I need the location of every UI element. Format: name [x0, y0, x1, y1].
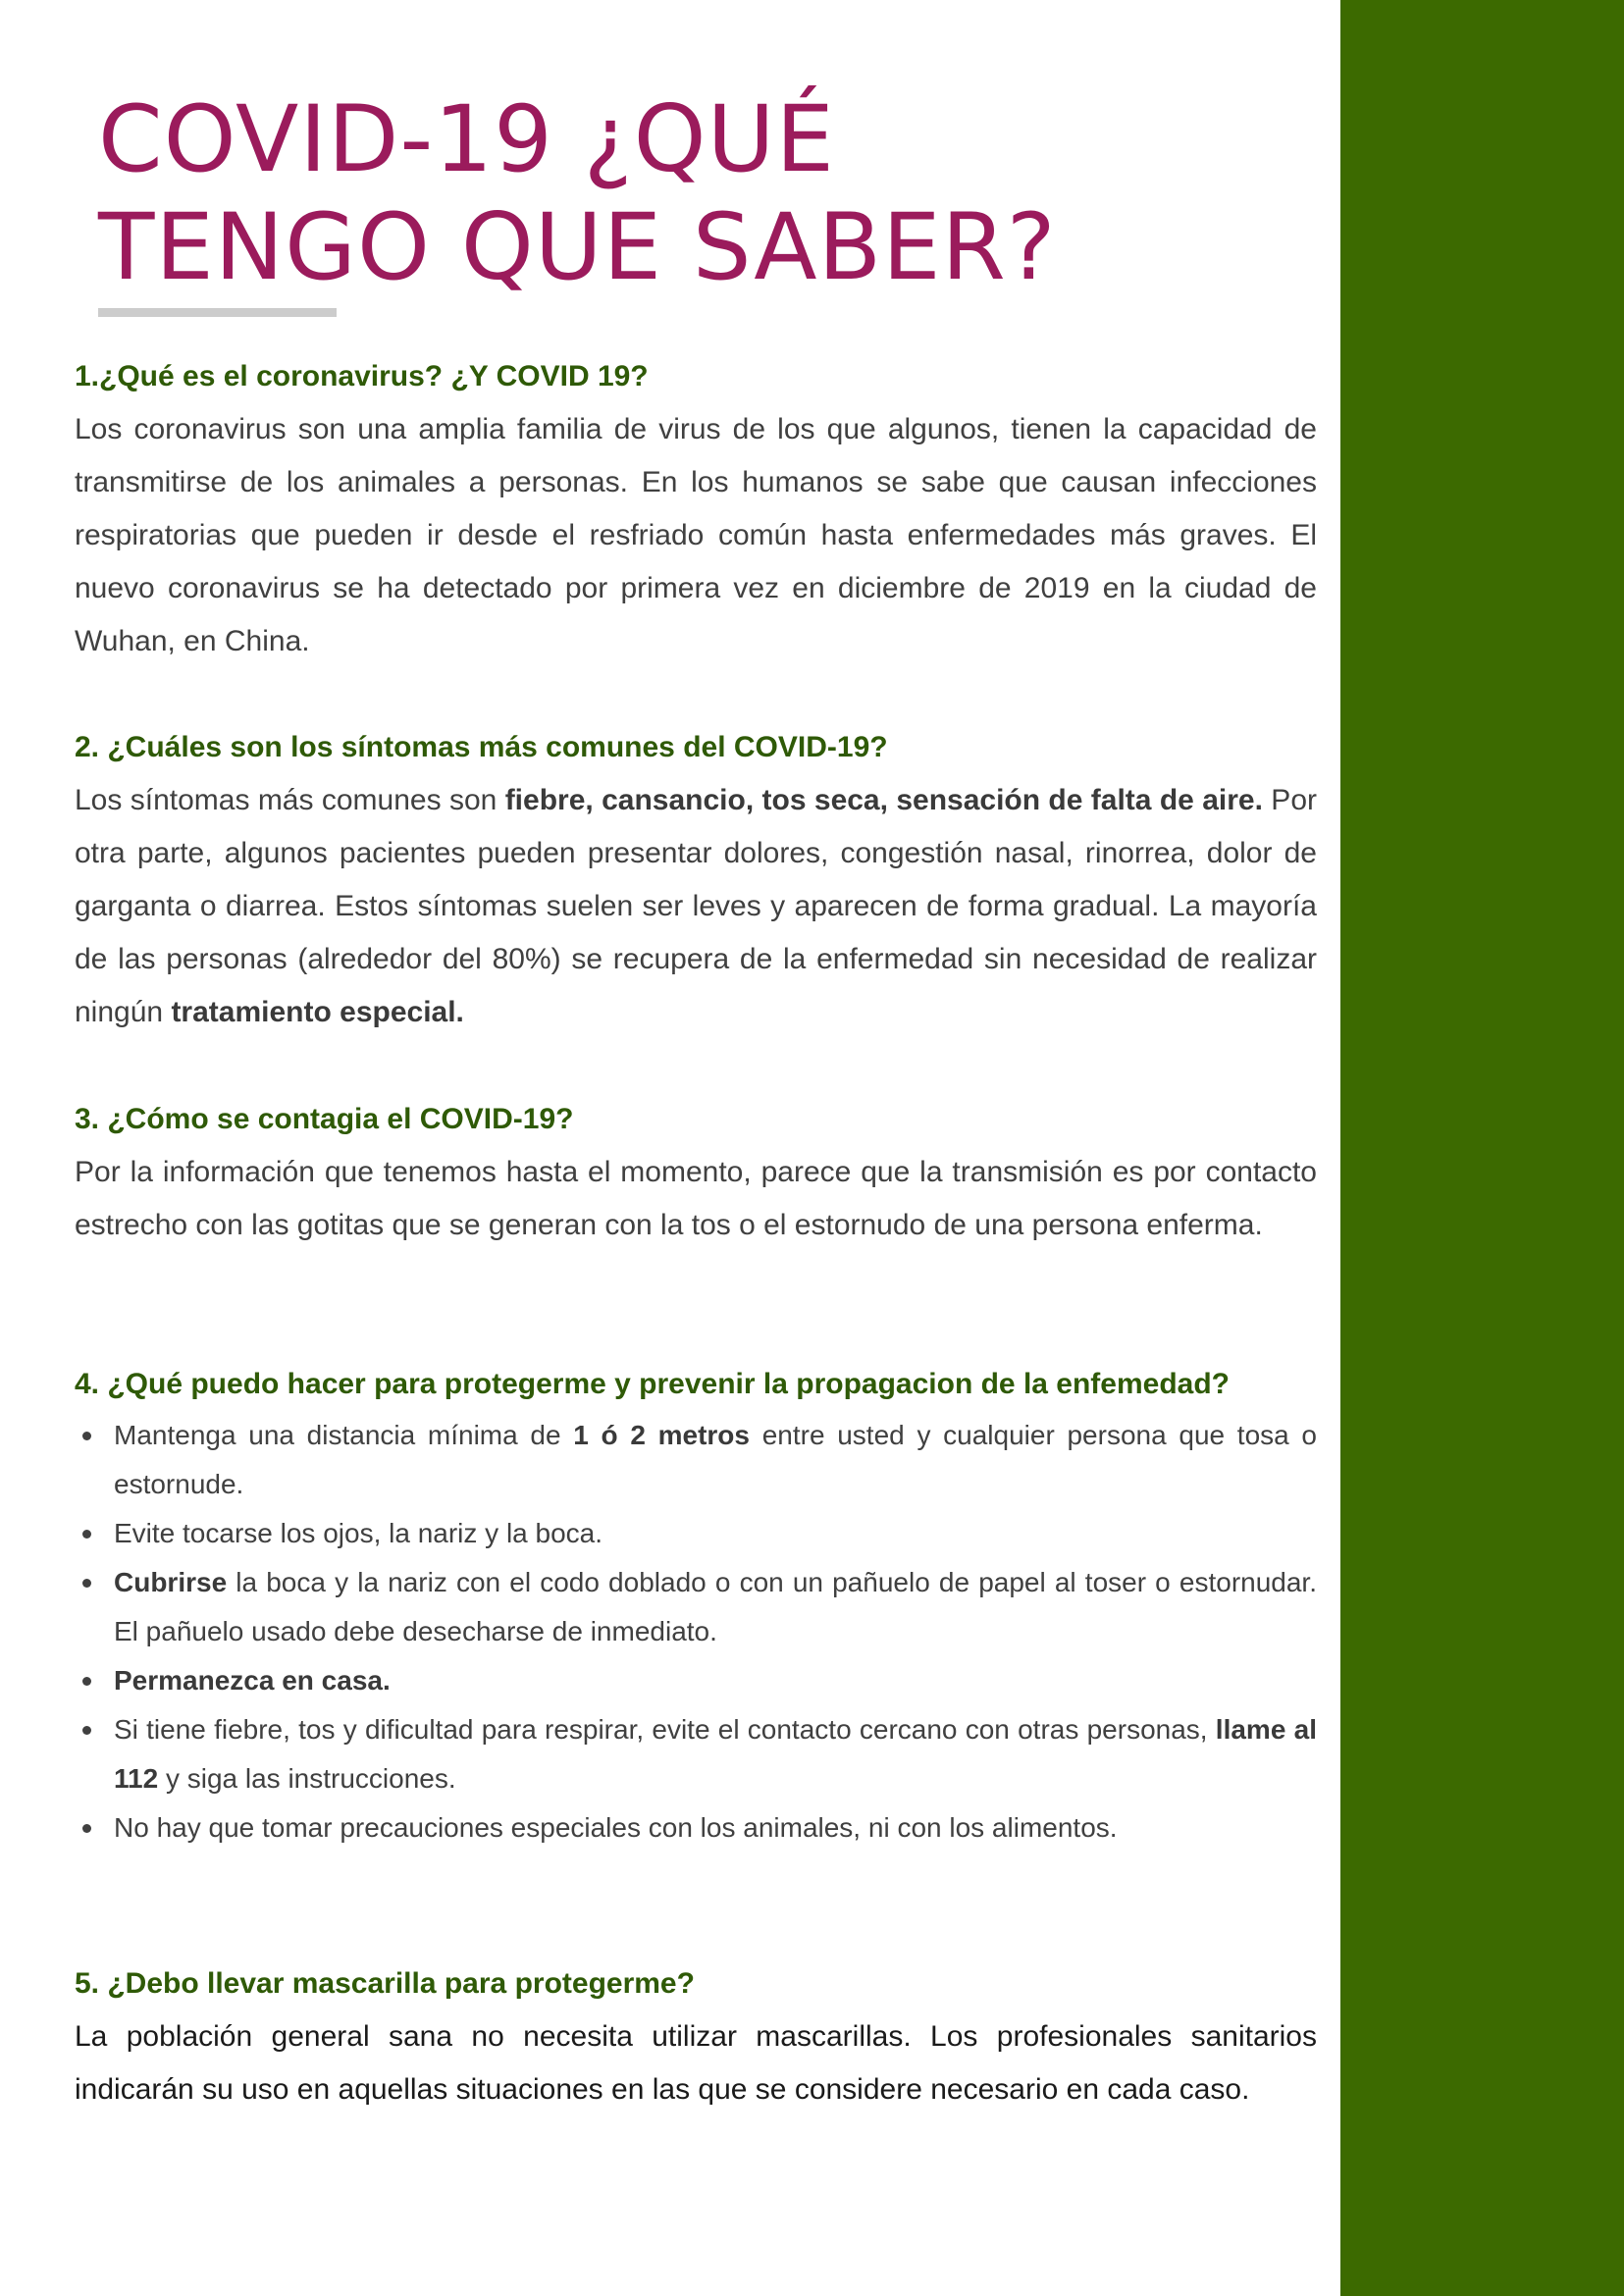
- page-title-line-2: TENGO QUE SABER?: [98, 194, 1057, 301]
- list-item: [114, 1656, 1317, 1705]
- bold-text-run: 1 ó 2 metros: [573, 1420, 750, 1450]
- page-title-line-1: COVID-19 ¿QUÉ: [98, 86, 835, 193]
- text-run: la boca y la nariz con el codo doblado o con un pañuelo de papel al toser o estornudar. El pañuelo usado debe desecharse de inmediato.: [114, 1567, 1317, 1646]
- text-run: y siga las instrucciones.: [158, 1763, 456, 1794]
- bold-text-run: tratamiento especial.: [171, 996, 464, 1028]
- bold-text-run: Permanezca en casa.: [114, 1665, 391, 1696]
- green-sidebar-band: [1340, 0, 1624, 2296]
- text-run: Los síntomas más comunes son: [75, 784, 505, 816]
- list-item: [114, 1509, 1317, 1558]
- list-item: [114, 1411, 1317, 1509]
- section-heading: 1.¿Qué es el coronavirus? ¿Y COVID 19?: [75, 360, 649, 392]
- section-what-is-coronavirus: [75, 350, 1317, 668]
- section-contagion: [75, 1093, 1317, 1252]
- section-prevention: [75, 1358, 1317, 1852]
- section-heading: 5. ¿Debo llevar mascarilla para protegerme?: [75, 1967, 695, 2000]
- section-paragraph: [75, 774, 1317, 1039]
- text-run: No hay que tomar precauciones especiales con los animales, ni con los alimentos.: [114, 1812, 1118, 1843]
- section-heading: 2. ¿Cuáles son los síntomas más comunes del COVID-19?: [75, 731, 888, 763]
- text-run: Mantenga una distancia mínima de: [114, 1420, 574, 1450]
- list-item: [114, 1558, 1317, 1656]
- section-paragraph: Los coronavirus son una amplia familia de virus de los que algunos, tienen la capacidad de transmitirse de los animales a personas. En los humanos se sabe que causan infecciones respiratorias que pueden ir desde el resfriado común hasta enfermedades más graves. El nuevo coronavirus se ha detectado por primera vez en diciembre de 2019 en la ciudad de Wuhan, en China.: [75, 413, 1317, 657]
- text-run: Evite tocarse los ojos, la nariz y la boca.: [114, 1518, 603, 1548]
- page-title: [98, 86, 1057, 302]
- text-run: Por otra parte, algunos pacientes pueden presentar dolores, congestión nasal, rinorrea, dolor de garganta o diarrea. Estos síntomas suelen ser leves y aparecen de forma gradual. La mayoría de las personas (alrededor del 80%) se recupera de la enfermedad sin necesidad de realizar ningún: [75, 784, 1317, 1028]
- section-paragraph: Por la información que tenemos hasta el momento, parece que la transmisión es por contacto estrecho con las gotitas que se generan con la tos o el estornudo de una persona enferma.: [75, 1156, 1317, 1241]
- bold-text-run: fiebre, cansancio, tos seca, sensación de falta de aire.: [504, 784, 1263, 816]
- section-heading: 4. ¿Qué puedo hacer para protegerme y prevenir la propagacion de la enfemedad?: [75, 1368, 1231, 1400]
- section-symptoms: [75, 721, 1317, 1039]
- title-underline-rule: [98, 308, 337, 317]
- list-item: [114, 1705, 1317, 1803]
- section-heading: 3. ¿Cómo se contagia el COVID-19?: [75, 1103, 574, 1135]
- bold-text-run: Cubrirse: [114, 1567, 228, 1597]
- text-run: entre usted y cualquier persona que tosa o estornude.: [114, 1420, 1318, 1499]
- section-paragraph: La población general sana no necesita utilizar mascarillas. Los profesionales sanitarios indicarán su uso en aquellas situaciones en las que se considere necesario en cada caso.: [75, 2020, 1317, 2106]
- list-item: [114, 1803, 1317, 1852]
- bold-text-run: llame al 112: [114, 1714, 1317, 1794]
- prevention-list: [75, 1411, 1317, 1852]
- section-mask: [75, 1957, 1317, 2116]
- text-run: Si tiene fiebre, tos y dificultad para respirar, evite el contacto cercano con otras personas,: [114, 1714, 1216, 1745]
